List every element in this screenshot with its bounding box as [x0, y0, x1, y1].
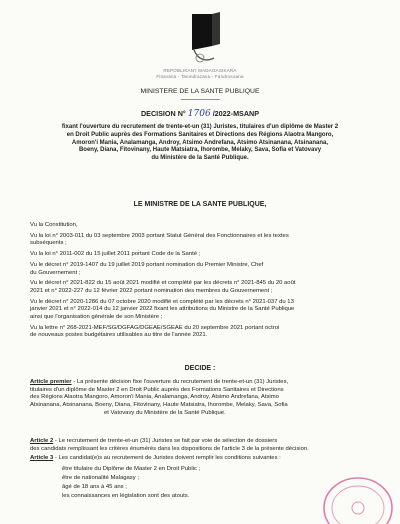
- condition-item: âgé de 18 ans à 45 ans ;: [62, 484, 127, 490]
- ministry-title: MINISTERE DE LA SANTE PUBLIQUE: [140, 88, 260, 95]
- vu-line: du Gouvernement ;: [30, 269, 81, 276]
- vu-item: [30, 233, 372, 248]
- emblem-caption-text: REPOBLIKAN'I MADAGASIKARA: [163, 68, 237, 73]
- article-line: Atsinanana, Atsinanana, Boeny, Diana, Fitovinany, Haute Matsiatra, Ihorombe, Melaky, Sava, Sofia: [30, 402, 288, 409]
- vu-line: Vu le décret n° 2019-1407 du 19 juillet 2019 portant nomination du Premier Ministre, Chef: [30, 261, 264, 268]
- vu-line: de nouveaux postes budgétaires utilisables au titre de l'année 2021.: [30, 332, 208, 339]
- vus-list: [30, 222, 372, 343]
- article-3: [30, 455, 372, 463]
- article-line: des candidats remplissant les critères énumérés dans les dispositions de l'article 3 de la présente décision.: [30, 445, 309, 452]
- article-label: Article 3: [30, 455, 54, 461]
- article-2: [30, 438, 372, 453]
- decision-subject: [40, 124, 360, 163]
- vu-item: [30, 299, 372, 322]
- vu-item: [30, 280, 372, 295]
- article-line: et Vatovavy du Ministère de la Santé Publique.: [104, 409, 226, 416]
- decision-number: [0, 109, 400, 119]
- separator-line: --------------------------: [180, 97, 220, 103]
- subject-line: en Droit Public auprès des Formations Sanitaires et Directions des Régions Alaotra Mangoro,: [66, 131, 334, 138]
- article-line: des Régions Alaotra Mangoro, Amoron'i Mania, Analamanga, Androy, Atsimo Andrefana, Atsimo: [30, 394, 279, 401]
- minister-heading: LE MINISTRE DE LA SANTE PUBLIQUE,: [133, 201, 267, 208]
- vu-line: ainsi que l'organisation générale de son Ministère ;: [30, 314, 163, 321]
- decision-prefix: DECISION N°: [140, 109, 186, 118]
- vu-line: subséquents ;: [30, 240, 67, 247]
- article-text: - Le recrutement de trente-et-un (31) Juristes se fait par voie de sélection de dossiers: [53, 438, 278, 444]
- subject-line: fixant l'ouverture du recrutement de trente-et-un (31) Juristes, titulaires d'un diplôme de Master 2: [61, 124, 339, 130]
- article-line: titulaires d'un diplôme de Master 2 en Droit Public auprès des Formations Sanitaires et Directions: [30, 386, 284, 393]
- condition-item: être de nationalité Malagasy ;: [62, 475, 139, 481]
- article-label: Article premier: [30, 379, 72, 385]
- vu-line: Vu la Constitution,: [30, 222, 78, 228]
- article-line: [30, 455, 372, 463]
- article-line: [30, 438, 372, 446]
- subject-line: Amoron'i Mania, Analamanga, Androy, Atsimo Andrefana, Atsimo Atsinanana, Atsinanana,: [71, 139, 329, 146]
- vu-item: [30, 222, 372, 230]
- article-line: [30, 379, 372, 387]
- vu-line: janvier 2021 et n° 2022-014 du 12 janvier 2022 fixant les attributions du Ministre de la Santé Publique: [30, 306, 295, 313]
- subject-line: du Ministère de la Santé Publique.: [151, 155, 249, 162]
- vu-item: [30, 262, 372, 277]
- vu-item: [30, 325, 372, 340]
- madagascar-emblem-icon: [168, 8, 232, 72]
- article-text: - La présente décision fixe l'ouverture du recrutement de trente-et-un (31) Juristes,: [71, 379, 289, 385]
- vu-line: Vu la loi n° 2011-002 du 15 juillet 2011 portant Code de la Santé ;: [30, 251, 201, 258]
- decide-heading: DECIDE :: [184, 365, 216, 372]
- vu-line: Vu le décret n° 2020-1286 du 07 octobre 2020 modifié et complété par les décrets n° 2021-037 du 13: [30, 298, 294, 305]
- decision-suffix: /2022-MSANP: [212, 109, 260, 118]
- vu-line: Vu la loi n° 2003-011 du 03 septembre 2003 portant Statut Général des Fonctionnaires et les textes: [30, 232, 289, 239]
- article-text: - Les candidat(e)s au recrutement de Juristes doivent remplir les conditions suivantes :: [53, 455, 281, 461]
- vu-line: Vu le décret n° 2021-822 du 15 août 2021 modifié et complété par les décrets n° 2021-845 du 20 août: [30, 280, 296, 287]
- subject-line: Boeny, Diana, Fitovinany, Haute Matsiatra, Ihorombe, Melaky, Sava, Sofia et Vatovavy: [78, 147, 322, 154]
- vu-line: Vu la lettre n° 268-2021-MEF/SG/DGFAG/DGEAE/SGEAE du 20 septembre 2021 portant octroi: [30, 324, 280, 331]
- article-premier: [30, 379, 372, 418]
- condition-item: les connaissances en législation sont des atouts.: [62, 493, 190, 499]
- vu-line: 2021 et n° 2022-227 du 12 février 2022 portant nomination des membres du Gouvernement ;: [30, 287, 273, 294]
- condition-item: être titulaire du Diplôme de Master 2 en Droit Public ;: [62, 466, 201, 472]
- emblem-caption: [140, 68, 260, 79]
- vu-item: [30, 251, 372, 259]
- emblem-motto-text: Fitiavana - Tanindrazana - Fandrosoana: [156, 73, 244, 79]
- article-label: Article 2: [30, 438, 54, 444]
- decision-handwritten-number: 1706: [187, 109, 211, 119]
